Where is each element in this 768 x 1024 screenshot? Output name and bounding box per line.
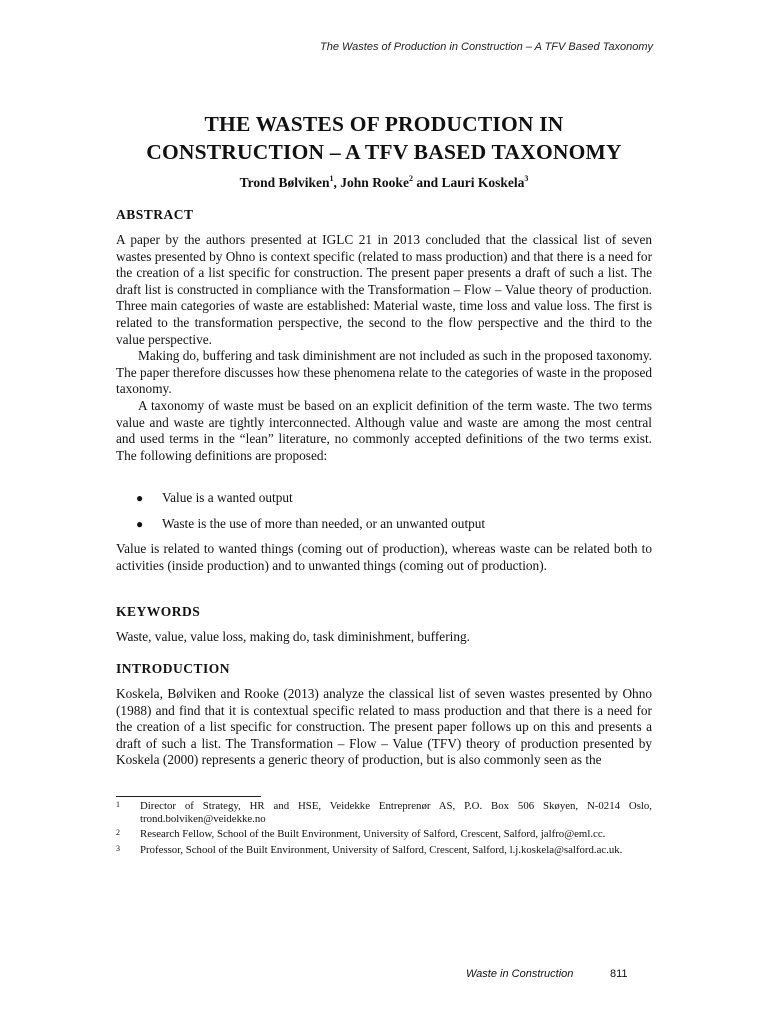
footnote-text: Director of Strategy, HR and HSE, Veidekke Entreprenør AS, P.O. Box 506 Skøyen, N-0214 Oslo, trond.bolviken@veidekke.no [140, 800, 652, 826]
introduction-heading: INTRODUCTION [116, 661, 231, 676]
author-footnote-mark: 1 [329, 174, 334, 183]
author-separator: , [333, 175, 341, 190]
list-item [136, 490, 652, 507]
abstract-paragraph-1: A paper by the authors presented at IGLC 21 in 2013 concluded that the classical list of seven wastes presented by Ohno is context specific (related to mass production) and that there is a need for the creation of a list specific for construction. The present paper presents a draft of such a list. The draft list is constructed in compliance with the Transformation – Flow – Value theory of production. Three main categories of waste are established: Material waste, time loss and value loss. The first is related to the transformation perspective, the second to the flow perspective and the third to the value perspective. [116, 232, 652, 347]
bullet-icon: ● [136, 491, 144, 505]
list-item-text: Value is a wanted output [162, 490, 293, 505]
definition-list [136, 490, 652, 532]
keywords-text: Waste, value, value loss, making do, task diminishment, buffering. [116, 629, 470, 644]
author-footnote-mark: 2 [408, 174, 413, 183]
introduction-paragraph-1: Koskela, Bølviken and Rooke (2013) analyze the classical list of seven wastes presented by Ohno (1988) and find that it is contextual specific related to mass production and that there is a need for the creation of a list specific for construction. The present paper follows up on this and presents a draft of such a list. The Transformation – Flow – Value (TFV) theory of production presented by Koskela (2000) represents a generic theory of production, but is also commonly seen as the [116, 686, 652, 768]
abstract-body [116, 232, 652, 464]
footnote [116, 844, 652, 857]
footnote-text: Research Fellow, School of the Built Environment, University of Salford, Crescent, Salford, jalfro@eml.cc. [140, 828, 606, 841]
author-separator: and [412, 175, 442, 190]
bullet-icon: ● [136, 516, 144, 531]
running-head: The Wastes of Production in Construction – A TFV Based Taxonomy [319, 41, 653, 53]
abstract-paragraph-2: Making do, buffering and task diminishment are not included as such in the proposed taxonomy. The paper therefore discusses how these phenomena relate to the categories of waste in the proposed taxonomy. [116, 348, 652, 397]
title-line-2: CONSTRUCTION – A TFV BASED TAXONOMY [146, 140, 622, 164]
paper-title [116, 110, 652, 166]
footnote-number: 1 [116, 800, 120, 809]
author-name: John Rooke [340, 175, 409, 190]
footnote-number: 2 [116, 828, 120, 838]
abstract-conclusion [116, 541, 652, 574]
keywords-heading: KEYWORDS [116, 604, 201, 619]
author-list [116, 175, 652, 191]
footnote-text: Professor, School of the Built Environment, University of Salford, Crescent, Salford, l.j.koskela@salford.ac.uk. [140, 843, 623, 856]
footnote [116, 800, 652, 826]
introduction-body [116, 686, 652, 769]
page-number: 811 [610, 968, 628, 980]
title-line-1: THE WASTES OF PRODUCTION IN [204, 112, 564, 136]
footnote [116, 828, 652, 841]
footnote-divider [116, 796, 261, 797]
footnote-number: 3 [116, 843, 120, 853]
footnotes [116, 800, 652, 857]
abstract-paragraph-4: Value is related to wanted things (coming out of production), whereas waste can be related both to activities (inside production) and to unwanted things (coming out of production). [116, 541, 652, 573]
author-name: Lauri Koskela [441, 175, 525, 190]
abstract-heading: ABSTRACT [116, 207, 194, 222]
author-name: Trond Bølviken [239, 175, 330, 190]
abstract-paragraph-3: A taxonomy of waste must be based on an explicit definition of the term waste. The two terms value and waste are tightly interconnected. Although value and waste are among the most central and used terms in the “lean” literature, no commonly accepted definitions of the two terms exist. The following definitions are proposed: [116, 397, 652, 463]
list-item-text: Waste is the use of more than needed, or an unwanted output [162, 515, 486, 531]
footer-journal-title: Waste in Construction [466, 968, 574, 980]
list-item [136, 516, 652, 533]
author-footnote-mark: 3 [524, 174, 529, 183]
